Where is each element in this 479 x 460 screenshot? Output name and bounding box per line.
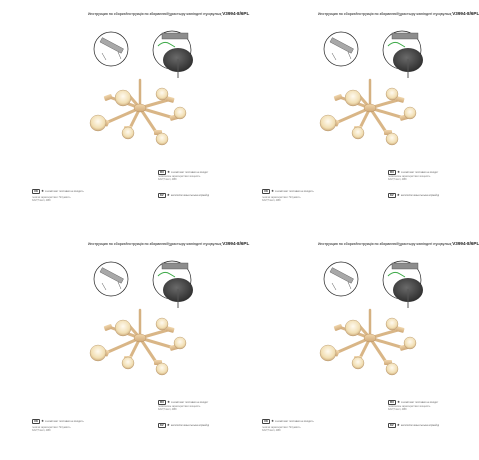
note-kz: KZ ★жеткізілім жиынтығына кірмейді [390, 193, 440, 197]
instruction-sheet [230, 230, 479, 460]
sheet-title: Инструкция по сборке/Інструкція по збиранню/Құрастыру жөніндегі нұсқаулық V3994-8/6PL [318, 11, 479, 16]
note-ru-lamp: технические характеристики: мощность 3x6/7,5 ватт, 40Вт [388, 406, 431, 411]
star-icon: ★ [41, 189, 45, 193]
star-icon: ★ [41, 419, 45, 423]
note-kz: KZ ★жеткізілім жиынтығына кірмейді [390, 423, 440, 427]
note-uk-lamp: технічні характеристики: Потужність 3x6/7,5 ватт, 40Вт [32, 197, 71, 202]
sheet-title: Инструкция по сборке/Інструкція по збиранню/Құрастыру жөніндегі нұсқаулық V3994-8/6PL [318, 241, 479, 246]
instruction-sheet [0, 230, 250, 460]
star-icon: ★ [166, 423, 170, 427]
star-icon: ★ [271, 419, 275, 423]
instruction-sheet [0, 0, 250, 230]
star-icon: ★ [271, 189, 275, 193]
instruction-sheet [230, 0, 479, 230]
note-ru: RU ★в комплект поставки не входит [390, 400, 439, 404]
note-uk-lamp: технічні характеристики: Потужність 3x6/7,5 ватт, 40Вт [262, 197, 301, 202]
star-icon: ★ [167, 170, 171, 174]
note-ru: RU ★в комплект поставки не входит [160, 170, 209, 174]
note-uk-lamp: технічні характеристики: Потужність 3x6/7,5 ватт, 40Вт [262, 427, 301, 432]
sheet-title: Инструкция по сборке/Інструкція по збиранню/Құрастыру жөніндегі нұсқаулық V3994-8/6PL [88, 11, 250, 16]
note-uk: UK ★в комплект поставки не входить [34, 189, 84, 193]
star-icon: ★ [396, 193, 400, 197]
note-uk: UK ★в комплект поставки не входить [34, 419, 84, 423]
note-uk-lamp: технічні характеристики: Потужність 3x6/7,5 ватт, 40Вт [32, 427, 71, 432]
note-ru: RU ★в комплект поставки не входит [160, 400, 209, 404]
star-icon: ★ [396, 423, 400, 427]
note-ru-lamp: технические характеристики: мощность 3x6/7,5 ватт, 40Вт [158, 406, 201, 411]
star-icon: ★ [397, 400, 401, 404]
sheet-title: Инструкция по сборке/Інструкція по збиранню/Құрастыру жөніндегі нұсқаулық V3994-8/6PL [88, 241, 250, 246]
note-ru: RU ★в комплект поставки не входит [390, 170, 439, 174]
note-uk: UK ★в комплект поставки не входить [264, 419, 314, 423]
note-kz: KZ ★жеткізілім жиынтығына кірмейді [160, 423, 210, 427]
star-icon: ★ [166, 193, 170, 197]
note-kz: KZ ★жеткізілім жиынтығына кірмейді [160, 193, 210, 197]
note-ru-lamp: технические характеристики: мощность 3x6/7,5 ватт, 40Вт [158, 176, 201, 181]
star-icon: ★ [167, 400, 171, 404]
note-ru-lamp: технические характеристики: мощность 3x6/7,5 ватт, 40Вт [388, 176, 431, 181]
star-icon: ★ [397, 170, 401, 174]
note-uk: UK ★в комплект поставки не входить [264, 189, 314, 193]
